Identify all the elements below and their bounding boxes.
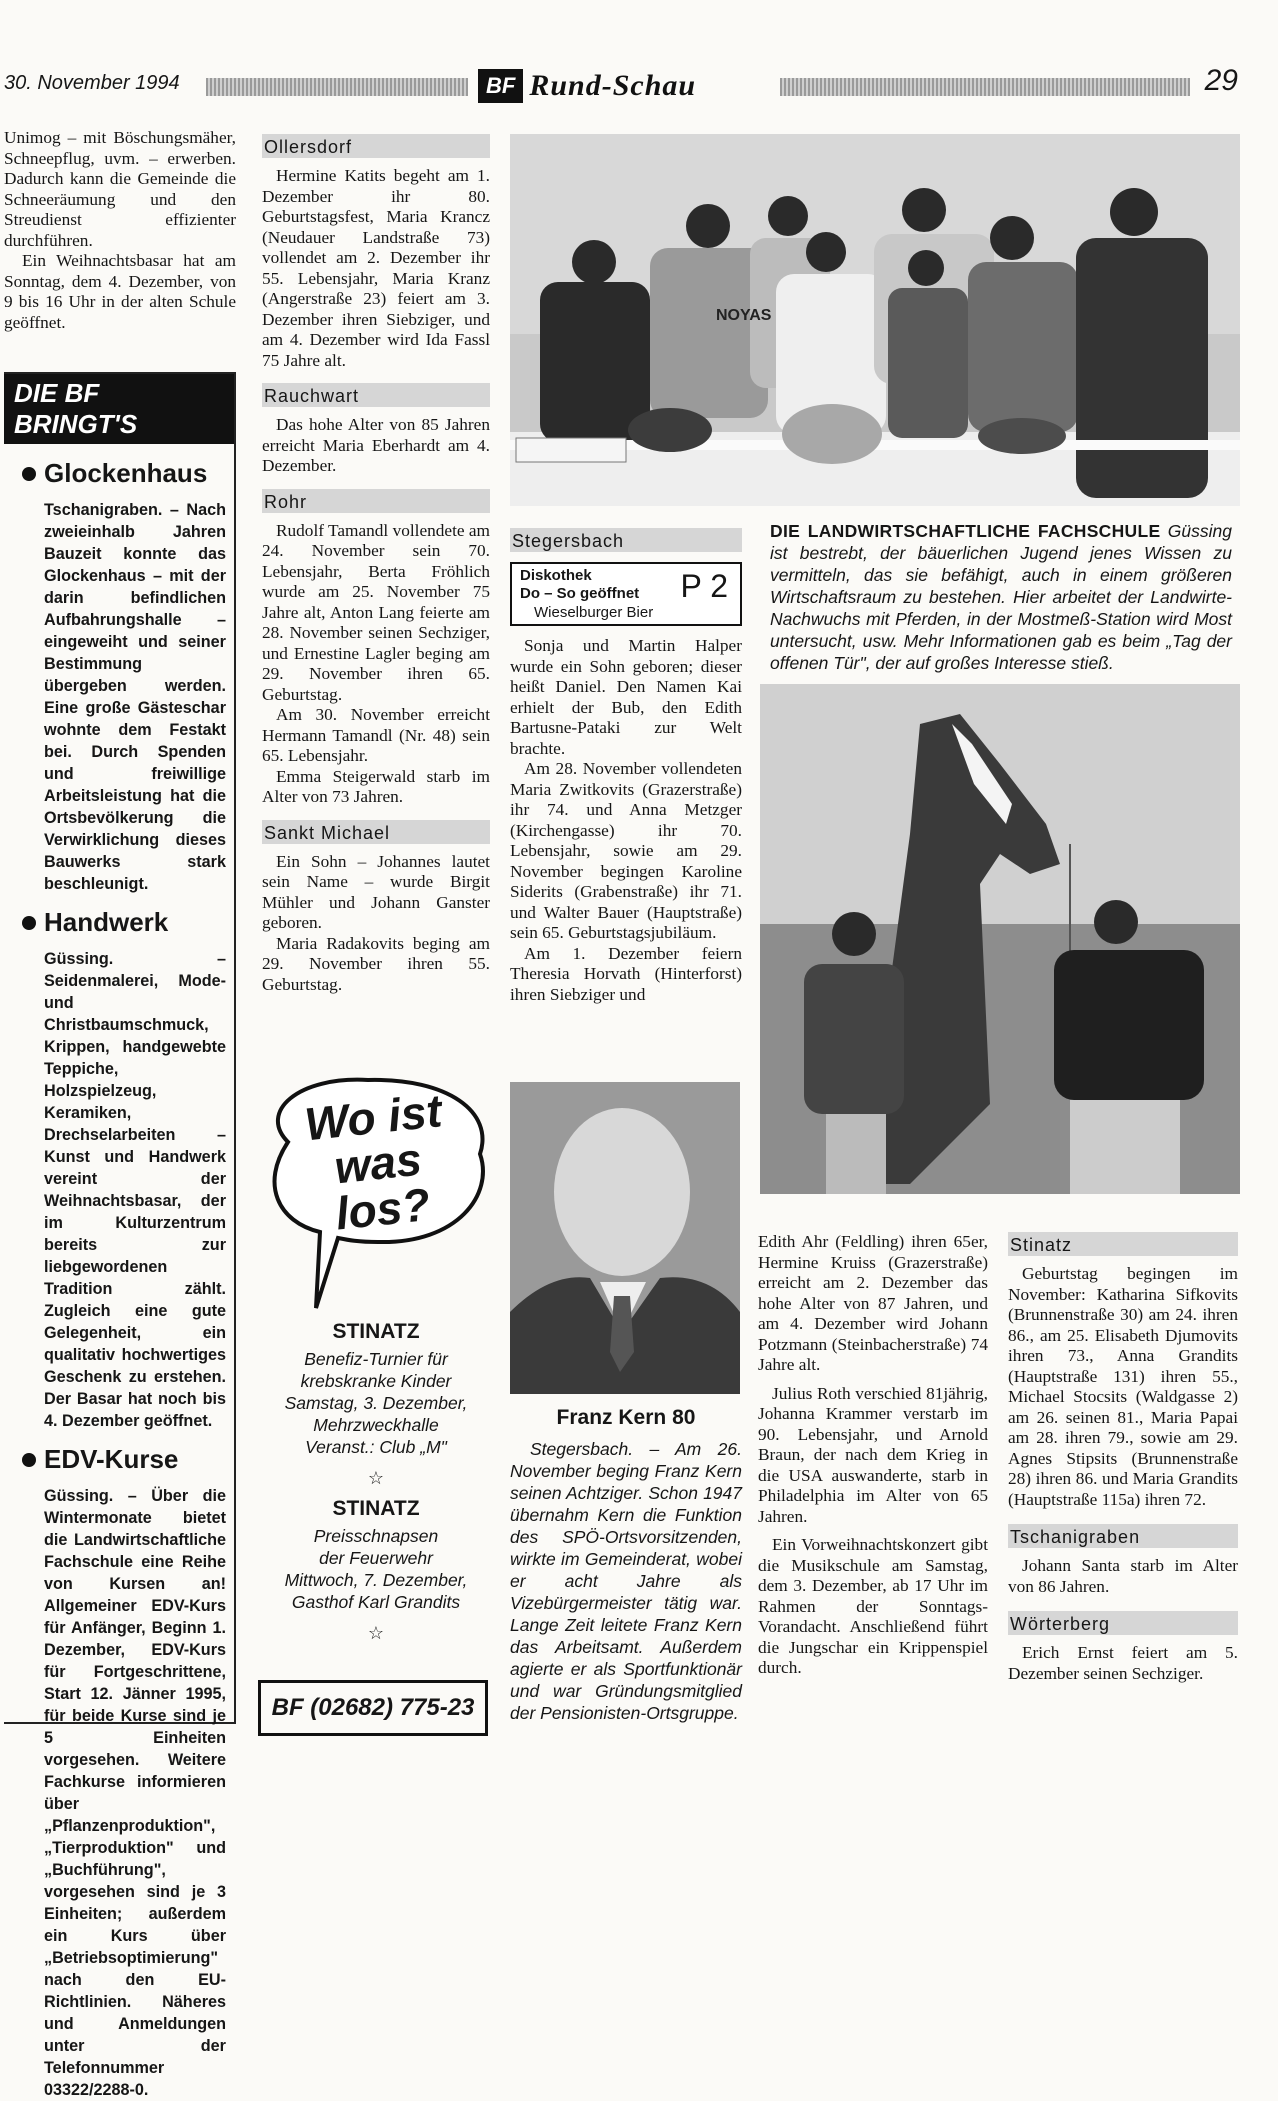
item-heading: Glockenhaus xyxy=(22,458,234,489)
item-text: Tschanigraben. – Nach zweieinhalb Jahren Bauzeit konnte das Glockenhaus – mit der darin befindlichen Aufbahrungshalle – eingeweiht und seiner Bestimmung übergeben werden. Eine große Gästeschar wohnte dem Festakt bei. Durch Spenden und freiwillige Arbeitsleistung hat die Ortsbevölkerung die Verwirklichung dieses Bauwerks stark beschleunigt. xyxy=(44,501,226,893)
star-icon: ☆ xyxy=(367,1468,385,1488)
bullet-icon xyxy=(22,1453,36,1467)
header-rule-left xyxy=(206,78,468,96)
item-text: Güssing. – Seidenmalerei, Mode- und Christbaumschmuck, Krippen, handgewebte Teppiche, Holzspielzeug, Keramiken, Drechselarbeiten – Kunst und Handwerk vereint der Weihnachtsbasar, der im Kulturzentrum bereits zur liebgewordenen Tradition zählt. Zugleich eine gute Gelegenheit, ein qualitativ hochwertiges Geschenk zu erstehen. Der Basar hat noch bis 4. Dezember geöffnet. xyxy=(44,950,226,1430)
article-title: Franz Kern 80 xyxy=(556,1406,696,1429)
bf-logo: BF xyxy=(478,69,523,103)
article-paragraph: Emma Steigerwald starb im Alter von 73 Jahren. xyxy=(262,766,490,806)
section-heading-rohr: Rohr xyxy=(262,489,490,513)
page-number: 29 xyxy=(1204,64,1238,97)
item-text: Güssing. – Über die Wintermonate bietet die Landwirtschaftliche Fachschule eine Reihe von Kursen an! Allgemeiner EDV-Kurs für Anfänger, Beginn 1. Dezember, EDV-Kurs für Fortgeschrittene, Start 12. Jänner 1995, für beide Kurse sind je 5 Einheiten vorgesehen. Weitere Fachkurse informieren über „Pflanzenproduktion", „Tierproduktion" und „Buchführung", vorgesehen sind je 3 Einheiten; außerdem ein Kurs über „Betriebsoptimierung" nach den EU-Richtlinien. Näheres und Anmeldungen unter der Telefonnummer 03322/2288-0. xyxy=(44,1487,226,2099)
item-handwerk xyxy=(4,907,234,1432)
article-paragraph: Am 30. November erreicht Hermann Tamandl (Nr. 48) sein 65. Lebensjahr. xyxy=(262,705,490,765)
bf-bringts-box xyxy=(4,372,236,2099)
star-icon: ☆ xyxy=(367,1623,385,1643)
item-heading: EDV-Kurse xyxy=(22,1444,234,1475)
header-rule-right xyxy=(780,78,1190,96)
section-heading-rauchwart: Rauchwart xyxy=(262,383,490,407)
ad-line2: Do – So geöffnet xyxy=(520,585,640,602)
section-heading-woerterberg: Wörterberg xyxy=(1008,1611,1238,1635)
portrait-photo xyxy=(510,1082,740,1394)
article-paragraph: Hermine Katits begeht am 1. Dezember ihr 80. Geburtstagsfest, Maria Krancz (Neudauer Landstraße 73) vollendet am 2. Dezember ihr 55. Lebensjahr, Maria Kranz (Angerstraße 23) feiert am 3. Dezember ihren Siebziger, und am 4. Dezember wird Ida Fassl 75 Jahre alt. xyxy=(262,166,490,370)
bullet-icon xyxy=(22,467,36,481)
masthead-logo xyxy=(478,66,696,106)
phone-box: BF (02682) 775-23 xyxy=(258,1680,488,1736)
shirt-lettering: NOYAS xyxy=(716,307,772,324)
article-paragraph: Erich Ernst feiert am 5. Dezember seinen Sechziger. xyxy=(1008,1643,1238,1683)
article-paragraph: Ein Sohn – Johannes lautet sein Name – wurde Birgit Mühler und Johann Ganster geboren. xyxy=(262,851,490,932)
article-paragraph: Am 28. November vollendeten Maria Zwitkovits (Grazerstraße) ihr 74. und Anna Metzger (Kirchengasse) ihr 70. Lebensjahr, sowie am 29. November begingen Karoline Siderits (Grabenstraße) ihr 71. und Walter Bauer (Hauptstraße) sein 65. Geburtstagsjubiläum. xyxy=(510,759,742,942)
bullet-icon xyxy=(22,916,36,930)
column-3 xyxy=(510,528,742,1005)
school-caption xyxy=(770,520,1232,674)
section-heading-tschanigraben: Tschanigraben xyxy=(1008,1524,1238,1548)
caption-bold: DIE LANDWIRTSCHAFTLICHE FACHSCHULE xyxy=(770,521,1161,541)
bubble-text: Wo ist was los? xyxy=(302,1084,445,1240)
item-heading: Handwerk xyxy=(22,907,234,938)
students-photo-image xyxy=(510,134,1240,506)
event-place: STINATZ xyxy=(332,1497,420,1520)
column-4 xyxy=(758,1232,988,1679)
column-2 xyxy=(262,134,490,995)
article-paragraph: Julius Roth verschied 81jährig, Johanna Krammer verstarb im 90. Lebensjahr, und Arnold Braun, der nach dem Krieg in die USA auswanderte, starb in Philadelphia im Alter von 65 Jahren. xyxy=(758,1383,988,1526)
item-glockenhaus xyxy=(4,458,234,895)
kern-article xyxy=(510,1406,742,1724)
article-paragraph: Geburtstag begingen im November: Katharina Sifkovits (Brunnenstraße 30) am 24. ihren 86., am 25. Elisabeth Djumovits ihren 73., Anna Grandits (Hauptstraße 131) ihren 55., Michael Stocsits (Waldgasse 2) am 26. seinen 81., Maria Papai am 28. ihren 79., sowie am 29. Agnes Stipsits (Brunnenstraße 28) ihren 86. und Maria Grandits (Hauptstraße 115a) ihren 72. xyxy=(1008,1264,1238,1509)
article-text: Stegersbach. – Am 26. November beging Franz Kern seinen Achtziger. Schon 1947 übernahm Kern die Funktion des SPÖ-Ortsvorsitzenden, wirkte im Gemeinderat, wobei er acht Jahre als Vizebürgermeister tätig war. Lange Zeit leitete Franz Kern das Arbeitsamt. Außerdem agierte er als Sportfunktionär und war Gründungsmitglied der Pensionisten-Ortsgruppe. xyxy=(510,1439,742,1723)
section-heading-sankt-michael: Sankt Michael xyxy=(262,820,490,844)
article-paragraph: Das hohe Alter von 85 Jahren erreicht Maria Eberhardt am 4. Dezember. xyxy=(262,415,490,475)
event-place: STINATZ xyxy=(332,1320,420,1343)
horse-photo-image xyxy=(760,684,1240,1194)
disko-ad xyxy=(510,562,742,626)
issue-date: 30. November 1994 xyxy=(4,72,180,94)
section-heading-stegersbach: Stegersbach xyxy=(510,528,742,552)
article-paragraph: Ein Weihnachtsbasar hat am Sonntag, dem 4. Dezember, von 9 bis 16 Uhr in der alten Schule geöffnet. xyxy=(4,251,236,332)
ad-line3: Wieselburger Bier xyxy=(534,604,654,621)
speech-bubble xyxy=(258,1072,494,1316)
article-paragraph: Edith Ahr (Feldling) ihren 65er, Hermine Kruiss (Grazerstraße) erreicht am 2. Dezember das hohe Alter von 87 Jahren, und am 4. Dezember wird Johann Potzmann (Steinbacherstraße) 74 Jahre alt. xyxy=(758,1232,988,1374)
group-photo xyxy=(510,134,1240,506)
section-heading-stinatz: Stinatz xyxy=(1008,1232,1238,1256)
rund-schau-logo: Rund-Schau xyxy=(529,69,697,102)
events-list xyxy=(262,1320,490,1644)
article-paragraph: Johann Santa starb im Alter von 86 Jahren. xyxy=(1008,1556,1238,1596)
portrait-image xyxy=(510,1082,740,1394)
event-details: Benefiz-Turnier für krebskranke Kinder Samstag, 3. Dezember, Mehrzweckhalle Veranst.: Club „M" xyxy=(284,1349,468,1457)
article-paragraph: Rudolf Tamandl vollendete am 24. November sein 70. Lebensjahr, Berta Fröhlich wurde am 25. November 75 Jahre alt, Anton Lang feierte am 28. November seinen Sechziger, und Ernestine Lagler beging am 29. November ihren 65. Geburtstag. xyxy=(262,520,490,704)
article-paragraph: Maria Radakovits beging am 29. November ihren 55. Geburtstag. xyxy=(262,933,490,994)
article-paragraph: Sonja und Martin Halper wurde ein Sohn geboren; dieser heißt Daniel. Den Namen Kai erhielt der Bub, den Edith Bartusne-Pataki zur Welt brachte. xyxy=(510,636,742,758)
horse-photo xyxy=(760,684,1240,1194)
article-continuation xyxy=(4,128,236,333)
caption-text: Güssing ist bestrebt, der bäuerlichen Jugend jenes Wissen zu vermitteln, das sie befähigt, auch in einem größeren Wirtschaftsraum zu bestehen. Hier arbeitet der Landwirte-Nachwuchs mit Pferden, in der Mostmeß-Station wird Most untersucht, usw. Mehr Informationen gab es beim „Tag der offenen Tür", der auf großes Interesse stieß. xyxy=(770,521,1233,673)
ad-line1: Diskothek xyxy=(520,567,592,584)
article-paragraph: Am 1. Dezember feiern Theresia Horvath (Hinterforst) ihren Siebziger und xyxy=(510,943,742,1004)
ad-badge: P 2 xyxy=(680,568,728,604)
article-paragraph: Unimog – mit Böschungsmäher, Schneepflug, uvm. – erwerben. Dadurch kann die Gemeinde die Schneeräumung und den Streudienst effizienter durchführen. xyxy=(4,128,236,250)
article-paragraph: Ein Vorweihnachtskonzert gibt die Musikschule am Samstag, dem 3. Dezember, ab 17 Uhr im Rahmen der Sonntags-Vorandacht. Anschließend führt die Jungschar ein Krippenspiel durch. xyxy=(758,1535,988,1677)
column-5 xyxy=(1008,1232,1238,1684)
box-title: DIE BF BRINGT'S xyxy=(4,374,234,444)
event-details: Preisschnapsen der Feuerwehr Mittwoch, 7. Dezember, Gasthof Karl Grandits xyxy=(284,1526,468,1612)
section-heading-ollersdorf: Ollersdorf xyxy=(262,134,490,158)
item-edv-kurse xyxy=(4,1444,234,2101)
